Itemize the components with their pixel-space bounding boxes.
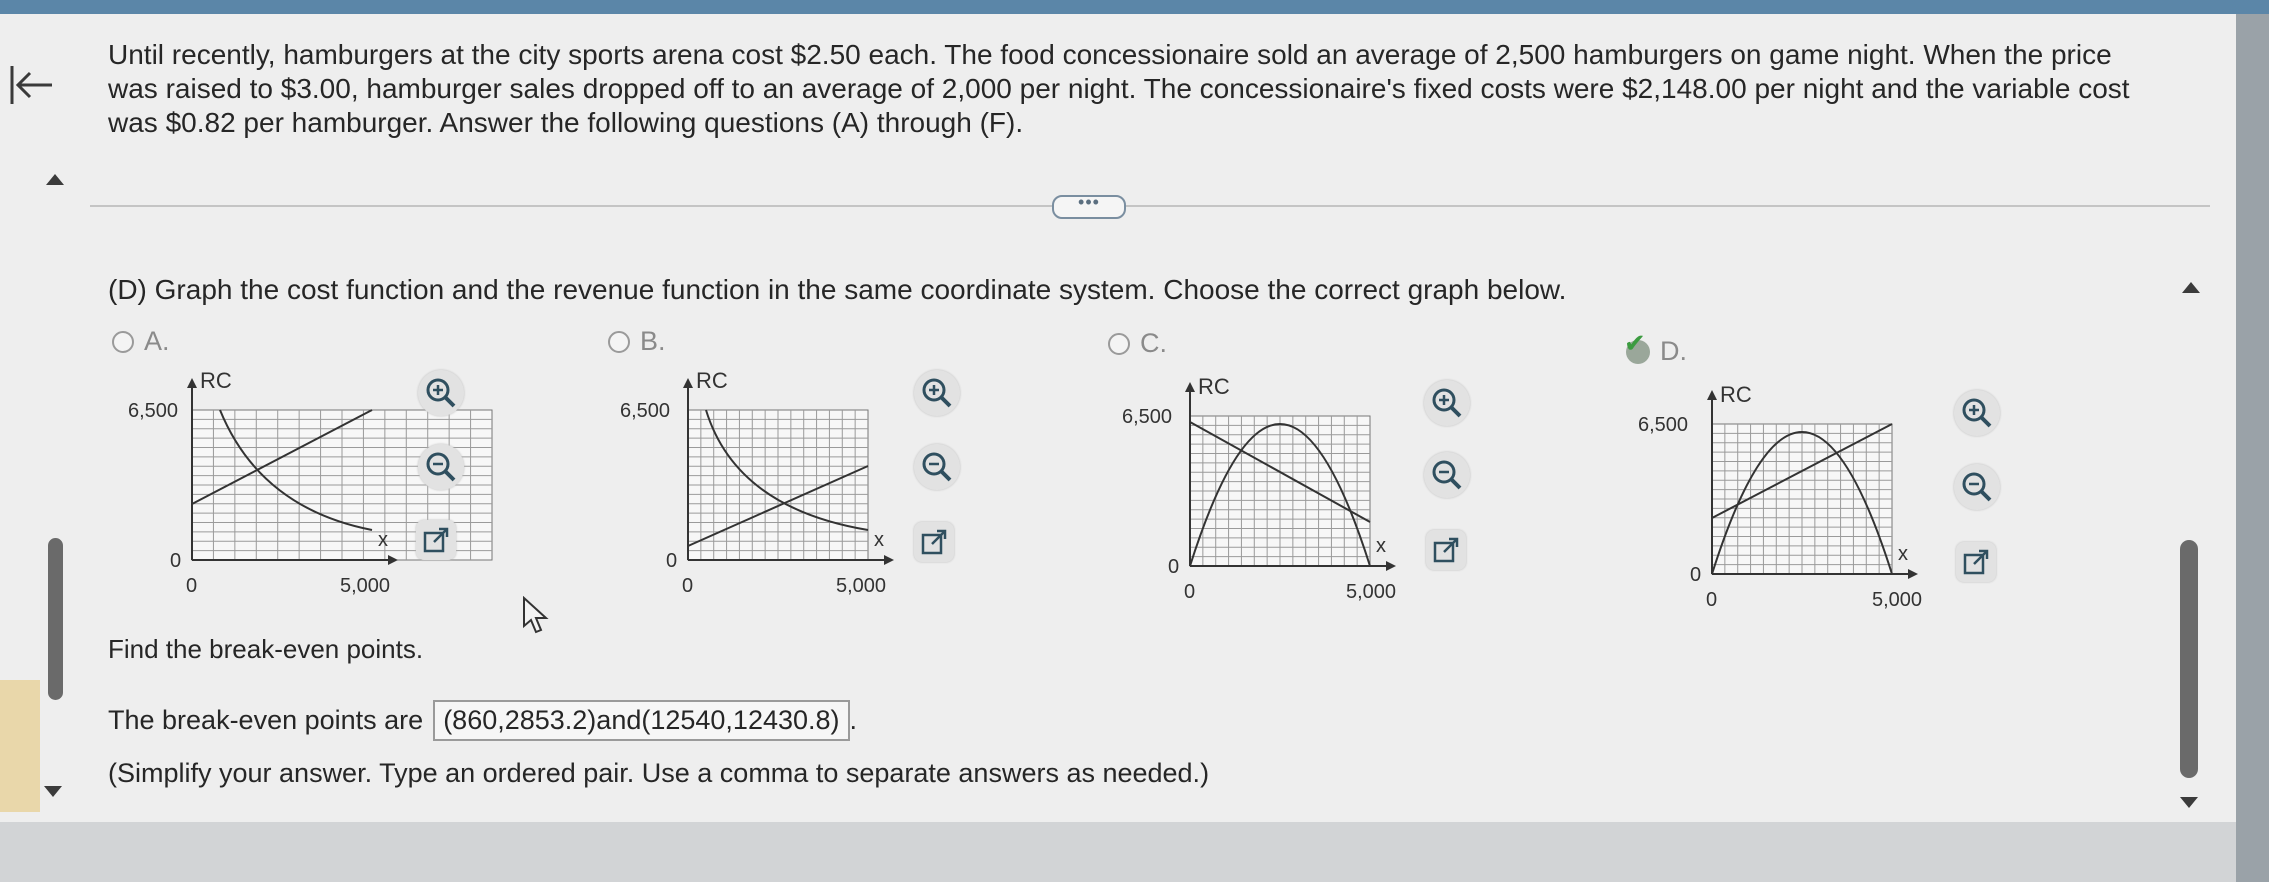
radio-b[interactable] — [608, 331, 630, 353]
x-zero-label: 0 — [682, 575, 694, 597]
breakeven-answer-row — [108, 700, 857, 741]
find-breakeven-prompt: Find the break-even points. — [108, 634, 424, 664]
zoom-out-icon[interactable] — [1954, 464, 2000, 510]
y-zero-label: 0 — [1168, 556, 1180, 578]
x-zero-label: 0 — [1706, 589, 1718, 611]
collapse-back-icon[interactable] — [4, 56, 64, 116]
breakeven-label: The break-even points are — [108, 705, 424, 735]
graph-d — [1636, 380, 1936, 624]
graph-b — [616, 368, 906, 608]
y-max-label: 6,500 — [1122, 406, 1173, 428]
option-d-label: D. — [1660, 336, 1687, 366]
x-axis-arrow-icon — [1908, 569, 1918, 579]
breakeven-answer-input[interactable]: (860,2853.2)and(12540,12430.8) — [433, 700, 849, 741]
answer-instruction: (Simplify your answer. Type an ordered pair. Use a comma to separate answers as needed.) — [108, 758, 1210, 788]
graph-a — [120, 368, 410, 608]
option-c-label: C. — [1140, 328, 1167, 358]
open-external-icon[interactable] — [1426, 530, 1466, 570]
y-max-label: 6,500 — [620, 400, 671, 422]
radio-d-selected[interactable] — [1624, 327, 1650, 364]
zoom-in-icon[interactable] — [1424, 380, 1470, 426]
x-max-label: 5,000 — [836, 575, 887, 597]
x-axis-label: x — [874, 529, 884, 551]
problem-statement: Until recently, hamburgers at the city sports arena cost $2.50 each. The food concessionaire sold an average of 2,500 hamburgers on game night. When the price was raised to $3.00, hamburger sales dropped off to an average of 2,000 per night. The concessionaire's fixed costs were $2,148.00 per night and the variable cost was $0.82 per hamburger. Answer the following questions (A) through (F). — [108, 39, 2130, 138]
zoom-in-icon[interactable] — [418, 370, 464, 416]
option-d[interactable] — [1624, 327, 1687, 367]
y-zero-label: 0 — [1690, 564, 1702, 586]
y-axis-arrow-icon — [683, 378, 693, 388]
x-axis-label: x — [1376, 535, 1386, 557]
zoom-in-icon[interactable] — [1954, 390, 2000, 436]
open-external-icon[interactable] — [416, 520, 456, 560]
zoom-out-icon[interactable] — [418, 444, 464, 490]
checkmark-icon: ✔ — [1624, 327, 1646, 358]
grid — [1190, 416, 1370, 566]
zoom-out-icon[interactable] — [1424, 452, 1470, 498]
option-c[interactable] — [1108, 328, 1167, 359]
expand-ellipsis-button[interactable]: ••• — [1052, 195, 1126, 219]
option-b[interactable] — [608, 326, 666, 357]
breakeven-suffix: . — [849, 705, 858, 735]
y-zero-label: 0 — [666, 550, 678, 572]
question-d: (D) Graph the cost function and the revenue function in the same coordinate system. Choose the correct graph below. — [108, 274, 1567, 305]
y-axis-label: RC — [696, 368, 728, 393]
y-axis-label: RC — [200, 368, 232, 393]
mouse-pointer-icon — [520, 596, 554, 636]
left-scrollbar-thumb[interactable] — [48, 538, 63, 700]
x-zero-label: 0 — [186, 575, 198, 597]
x-axis-label: x — [378, 529, 388, 551]
scroll-down-icon[interactable] — [44, 786, 62, 797]
open-external-icon[interactable] — [1956, 542, 1996, 582]
scroll-up-icon[interactable] — [46, 174, 64, 185]
top-bar — [0, 0, 2269, 14]
x-max-label: 5,000 — [1346, 581, 1397, 603]
y-axis-arrow-icon — [1185, 382, 1195, 392]
right-edge-panel — [2236, 14, 2269, 882]
zoom-out-icon[interactable] — [914, 444, 960, 490]
right-scroll-down-icon[interactable] — [2180, 797, 2198, 808]
radio-a[interactable] — [112, 331, 134, 353]
graph-c — [1116, 372, 1416, 616]
x-zero-label: 0 — [1184, 581, 1196, 603]
y-axis-arrow-icon — [187, 378, 197, 388]
x-axis-arrow-icon — [1386, 561, 1396, 571]
x-max-label: 5,000 — [340, 575, 391, 597]
option-b-label: B. — [640, 326, 666, 356]
y-max-label: 6,500 — [1638, 414, 1689, 436]
right-scrollbar-thumb[interactable] — [2180, 540, 2198, 778]
section-divider — [90, 205, 2210, 207]
bottom-strip — [0, 822, 2236, 882]
x-axis-arrow-icon — [884, 555, 894, 565]
radio-c[interactable] — [1108, 333, 1130, 355]
right-scroll-up-icon[interactable] — [2182, 282, 2200, 293]
y-axis-label: RC — [1198, 374, 1230, 399]
side-tab — [0, 680, 40, 812]
option-a[interactable] — [112, 326, 170, 357]
open-external-icon[interactable] — [914, 522, 954, 562]
y-max-label: 6,500 — [128, 400, 179, 422]
zoom-in-icon[interactable] — [914, 370, 960, 416]
y-axis-label: RC — [1720, 382, 1752, 407]
grid — [1712, 424, 1892, 574]
option-a-label: A. — [144, 326, 170, 356]
y-axis-arrow-icon — [1707, 390, 1717, 400]
y-zero-label: 0 — [170, 550, 182, 572]
x-max-label: 5,000 — [1872, 589, 1923, 611]
x-axis-label: x — [1898, 543, 1908, 565]
